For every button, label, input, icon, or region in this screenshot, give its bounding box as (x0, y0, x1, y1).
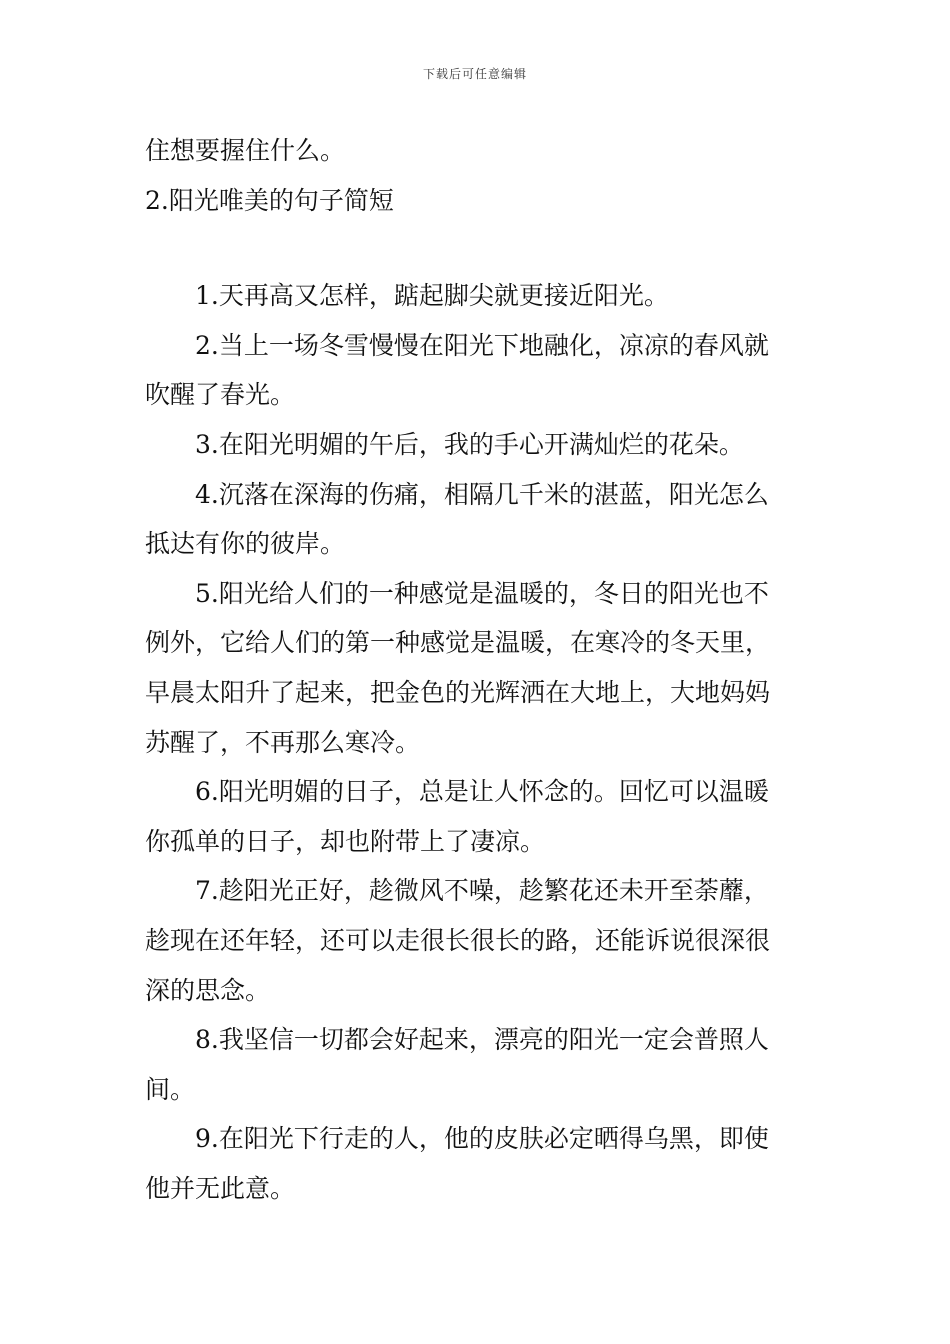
list-item (145, 271, 807, 321)
list-item-line: 8.我坚信一切都会好起来，漂亮的阳光一定会普照人 (195, 1025, 769, 1055)
list-item (145, 569, 807, 767)
list-item-line: 1.天再高又怎样，踮起脚尖就更接近阳光。 (195, 281, 669, 311)
list-item-line: 2.当上一场冬雪慢慢在阳光下地融化，凉凉的春风就 (195, 330, 769, 360)
document-body (145, 126, 807, 1213)
list-item-line: 5.阳光给人们的一种感觉是温暖的，冬日的阳光也不 (195, 578, 769, 608)
list-item (145, 470, 807, 569)
list-item (145, 1015, 807, 1114)
list-item (145, 767, 807, 866)
list-item (145, 866, 807, 1015)
intro-tail-text: 住想要握住什么。 (145, 136, 346, 165)
list-item-line: 你孤单的日子，却也附带上了凄凉。 (145, 826, 546, 856)
list-item-line: 7.趁阳光正好，趁微风不噪，趁繁花还未开至荼蘼， (195, 876, 769, 906)
list-item-line: 6.阳光明媚的日子，总是让人怀念的。回忆可以温暖 (195, 777, 769, 807)
list-item-line: 例外，它给人们的第一种感觉是温暖，在寒冷的冬天里， (145, 628, 771, 658)
list-item-line: 苏醒了，不再那么寒冷。 (145, 727, 421, 757)
page-header: 下载后可任意编辑 (422, 67, 527, 81)
list-item-line: 3.在阳光明媚的午后，我的手心开满灿烂的花朵。 (195, 429, 744, 459)
list-item-line: 深的思念。 (145, 975, 271, 1005)
list-item (145, 321, 807, 420)
list-item-line: 4.沉落在深海的伤痛，相隔几千米的湛蓝，阳光怎么 (195, 479, 769, 509)
list-item-line: 吹醒了春光。 (145, 380, 296, 410)
list-item (145, 1114, 807, 1213)
sentence-list (145, 271, 807, 1213)
paragraph-gap (145, 225, 807, 271)
list-item-line: 早晨太阳升了起来，把金色的光辉洒在大地上，大地妈妈 (145, 677, 771, 707)
list-item-line: 抵达有你的彼岸。 (145, 529, 346, 559)
list-item-line: 9.在阳光下行走的人，他的皮肤必定晒得乌黑，即使 (195, 1124, 769, 1154)
list-item-line: 他并无此意。 (145, 1173, 296, 1203)
list-item (145, 420, 807, 470)
list-item-line: 趁现在还年轻，还可以走很长很长的路，还能诉说很深很 (145, 925, 771, 955)
list-item-line: 间。 (145, 1074, 196, 1104)
section-title: 2.阳光唯美的句子简短 (145, 185, 394, 215)
